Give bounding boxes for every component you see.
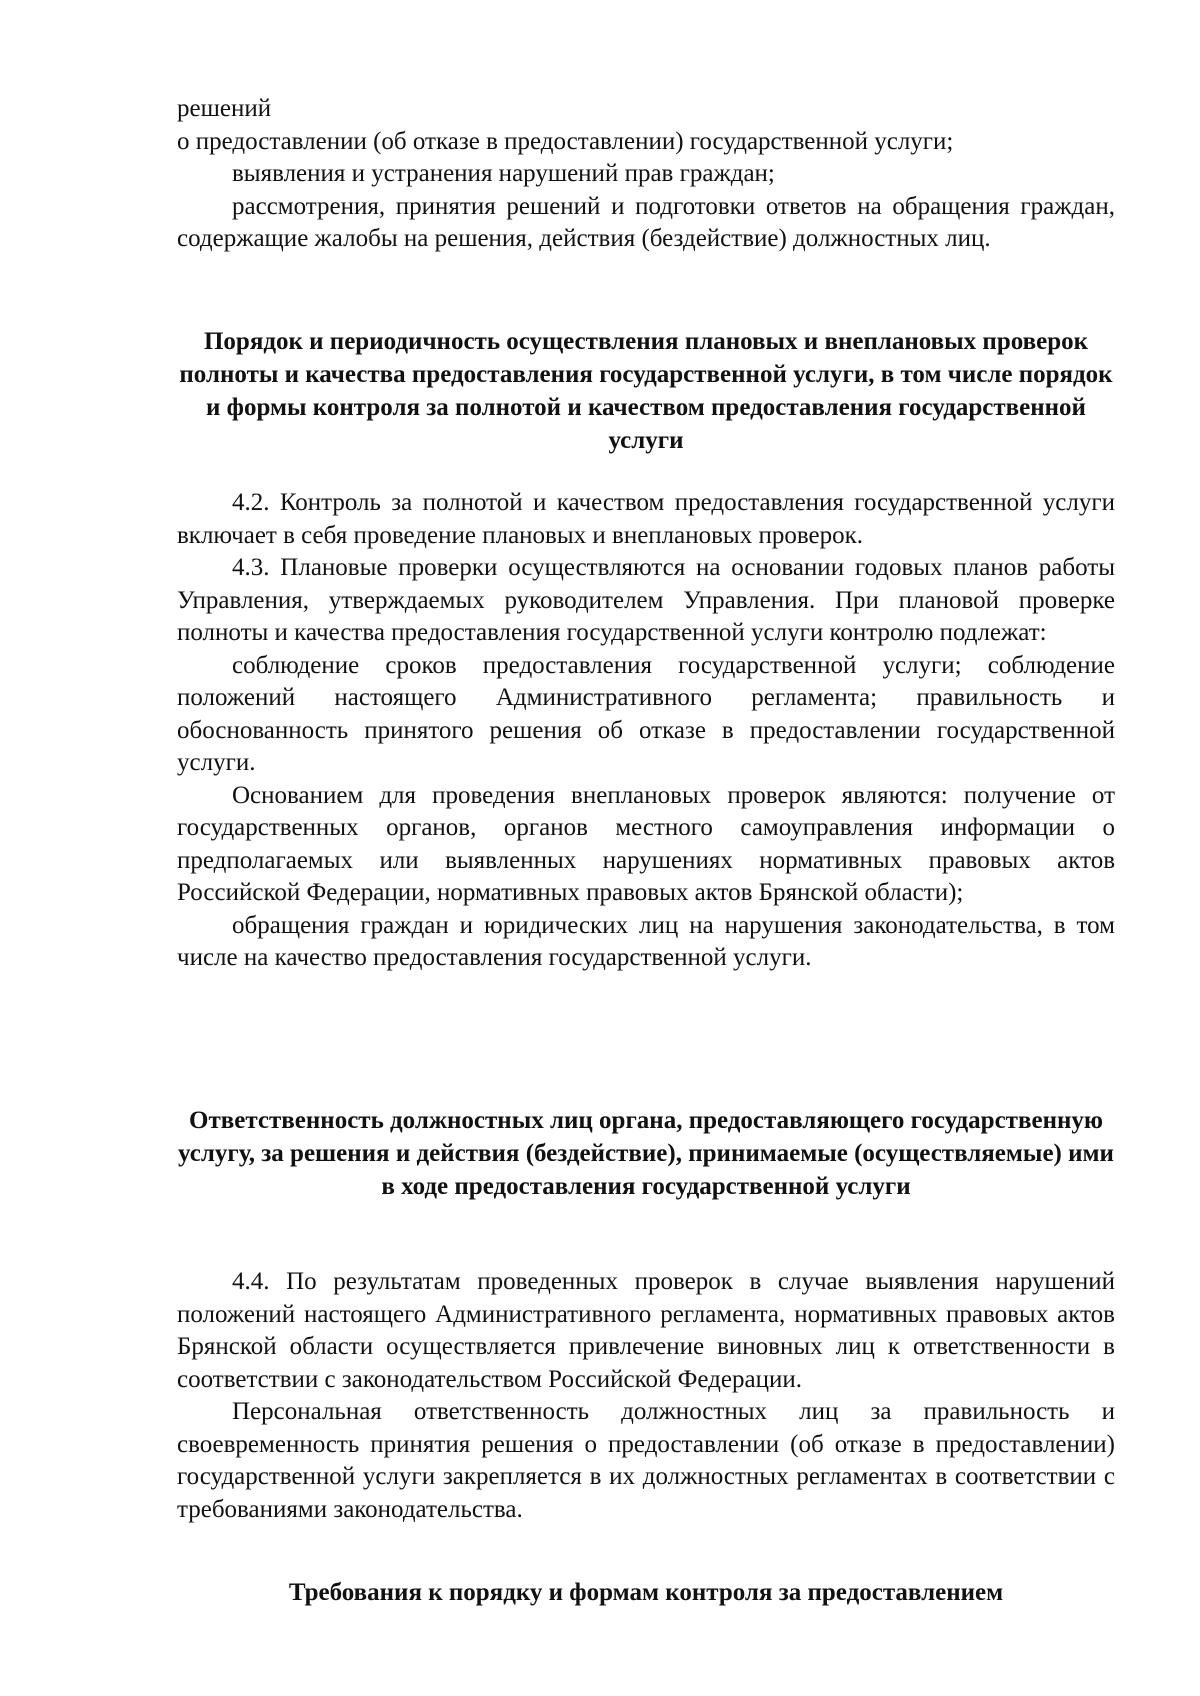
section-3-title: Требования к порядку и формам контроля за предоставлением	[288, 1579, 1004, 1606]
paragraph-grounds: Основанием для проведения внеплановых проверок являются: получение от государственных органов, органов местного самоуправления информации о предполагаемых или выявленных нарушениях нормативных правовых актов Российской Федерации, нормативных правовых актов Брянской области);	[177, 781, 1115, 906]
intro-block	[177, 93, 1115, 256]
intro-item-2: рассмотрения, принятия решений и подготовки ответов на обращения граждан, содержащие жалобы на решения, действия (бездействие) должностных лиц.	[177, 192, 1115, 252]
paragraph-personal-responsibility: Персональная ответственность должностных лиц за правильность и своевременность принятия решения о предоставлении (об отказе в предоставлении) государственной услуги закрепляется в их должностных регламентах в соответствии с требованиями законодательства.	[177, 1398, 1115, 1523]
paragraph-4-3: 4.3. Плановые проверки осуществляются на основании годовых планов работы Управления, утверждаемых руководителем Управления. При плановой проверке полноты и качества предоставления государственной услуги контролю подлежат:	[177, 554, 1115, 646]
section-1-title: Порядок и периодичность осуществления плановых и внеплановых проверок полноты и качества предоставления государственной услуги, в том числе порядок и формы контроля за полнотой и качеством предоставления государственной услуги	[179, 328, 1113, 454]
paragraph-appeals: обращения граждан и юридических лиц на нарушения законодательства, в том числе на качество предоставления государственной услуги.	[177, 911, 1115, 971]
intro-line-2: о предоставлении (об отказе в предоставлении) государственной услуги;	[177, 127, 954, 155]
section-2-heading-block	[177, 1104, 1115, 1203]
paragraph-control-items: соблюдение сроков предоставления государственной услуги; соблюдение положений настоящего Административного регламента; правильность и обоснованность принятого решения об отказе в предоставлении государственной услуги.	[177, 651, 1115, 776]
section-2-body	[177, 1266, 1115, 1526]
section-1-body	[177, 487, 1115, 975]
intro-line-1: решений	[177, 95, 272, 122]
paragraph-4-2: 4.2. Контроль за полнотой и качеством предоставления государственной услуги включает в себя проведение плановых и внеплановых проверок.	[177, 489, 1115, 549]
section-2-title: Ответственность должностных лиц органа, предоставляющего государственную услугу, за решения и действия (бездействие), принимаемые (осуществляемые) ими в ходе предоставления государственной услуги	[178, 1107, 1114, 1200]
section-1-heading-block	[177, 325, 1115, 457]
section-3-heading-block	[177, 1576, 1115, 1609]
intro-item-1: выявления и устранения нарушений прав граждан;	[232, 160, 775, 187]
paragraph-4-4: 4.4. По результатам проведенных проверок в случае выявления нарушений положений настоящего Административного регламента, нормативных правовых актов Брянской области осуществляется привлечение виновных лиц к ответственности в соответствии с законодательством Российской Федерации.	[177, 1268, 1115, 1393]
